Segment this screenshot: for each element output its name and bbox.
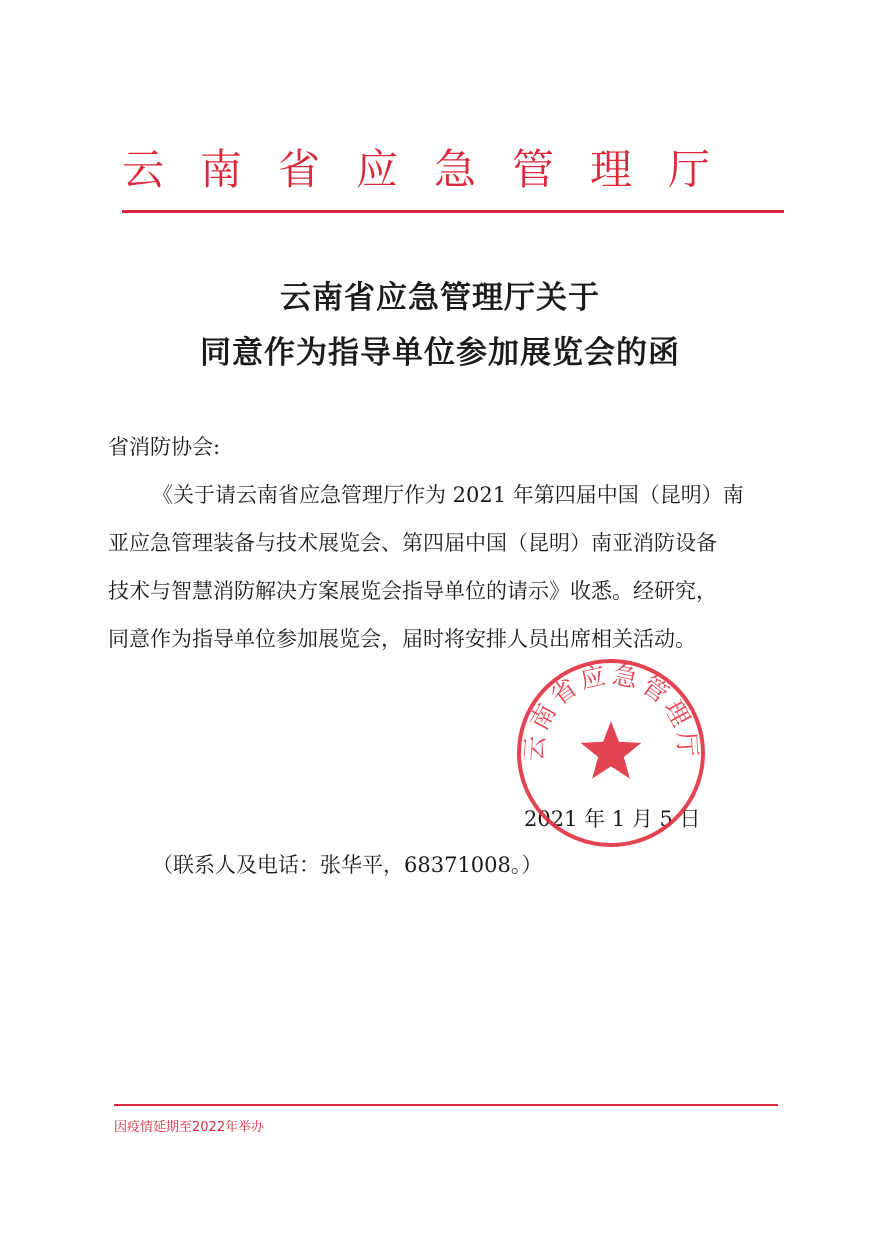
document-date: 2021 年 1 月 5 日 [524, 807, 701, 831]
header-divider [122, 210, 784, 213]
star-icon [581, 721, 642, 779]
body-line-4: 同意作为指导单位参加展览会，届时将安排人员出席相关活动。 [108, 627, 696, 651]
footer-divider [114, 1104, 778, 1106]
body-line-1: 《关于请云南省应急管理厅作为 2021 年第四届中国（昆明）南 [152, 483, 744, 507]
seal-text: 云南省应急管理厅 [519, 660, 703, 762]
salutation: 省消防协会: [108, 435, 221, 459]
body-line-2: 亚应急管理装备与技术展览会、第四届中国（昆明）南亚消防设备 [108, 531, 717, 555]
footer-note: 因疫情延期至2022年举办 [114, 1120, 265, 1135]
document-title-line-2: 同意作为指导单位参加展览会的函 [200, 335, 680, 371]
contact-info: （联系人及电话：张华平，68371008。） [152, 853, 543, 877]
document-title-line-1: 云南省应急管理厅关于 [280, 280, 600, 316]
official-seal [513, 655, 709, 851]
organization-header: 云南省应急管理厅 [122, 145, 747, 194]
body-line-3: 技术与智慧消防解决方案展览会指导单位的请示》收悉。经研究， [108, 579, 717, 603]
